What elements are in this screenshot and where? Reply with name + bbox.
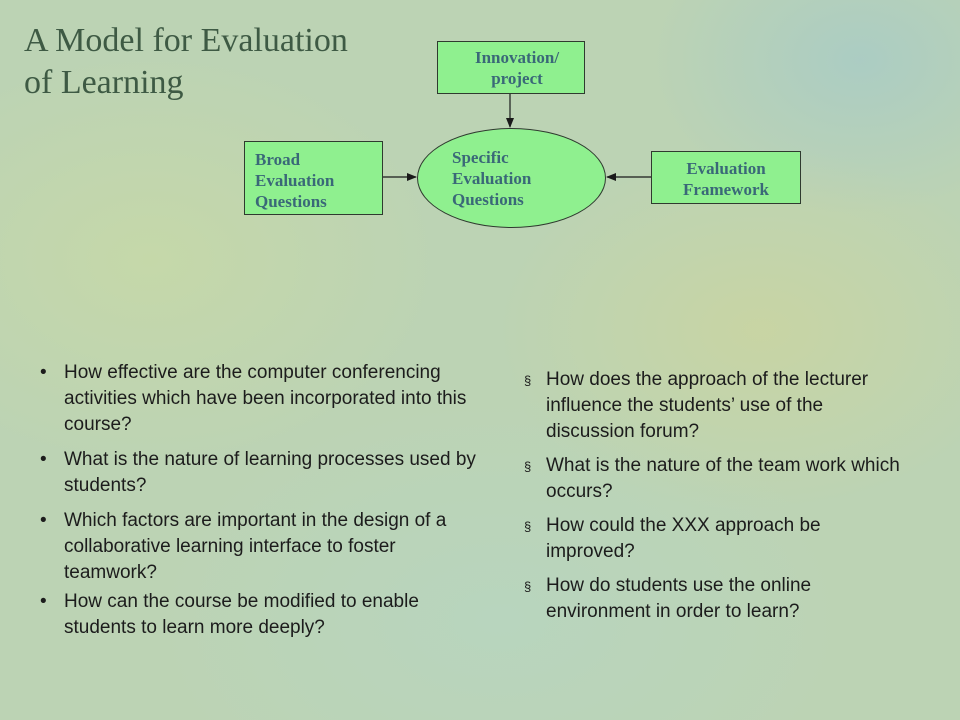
- section-bullet-icon: §: [524, 519, 532, 534]
- evaluation-framework-label: Evaluation Framework: [683, 159, 769, 199]
- broad-evaluation-questions-label: Broad Evaluation Questions: [255, 150, 335, 211]
- broad-evaluation-questions-box: [244, 141, 383, 215]
- list-item: • What is the nature of learning processes used by students?: [40, 449, 476, 496]
- specific-evaluation-questions-ellipse: [417, 128, 606, 228]
- section-bullet-icon: §: [524, 373, 532, 388]
- innovation-project-box: [437, 41, 585, 94]
- broad-questions-list: [34, 360, 484, 650]
- evaluation-framework-box: [651, 151, 801, 204]
- list-item: § How could the XXX approach be improved?: [524, 515, 821, 562]
- list-item: § How do students use the online environment in order to learn?: [524, 575, 812, 622]
- specific-questions-list: [516, 367, 906, 633]
- bullet-icon: •: [40, 449, 47, 470]
- specific-evaluation-questions-label: Specific Evaluation Questions: [452, 148, 532, 209]
- page-title: A Model for Evaluation of Learning: [24, 22, 348, 101]
- list-item: • Which factors are important in the design of a collaborative learning interface to foster teamwork?: [40, 510, 447, 583]
- list-item: § How does the approach of the lecturer influence the students’ use of the discussion forum?: [524, 369, 869, 442]
- section-bullet-icon: §: [524, 579, 532, 594]
- bullet-icon: •: [40, 591, 47, 612]
- list-item: • How can the course be modified to enable students to learn more deeply?: [40, 591, 419, 638]
- section-bullet-icon: §: [524, 459, 532, 474]
- list-item: • How effective are the computer conferencing activities which have been incorporated into this course?: [40, 362, 467, 435]
- bullet-icon: •: [40, 510, 47, 531]
- list-item: § What is the nature of the team work which occurs?: [524, 455, 900, 502]
- bullet-icon: •: [40, 362, 47, 383]
- innovation-project-label: Innovation/ project: [474, 48, 560, 88]
